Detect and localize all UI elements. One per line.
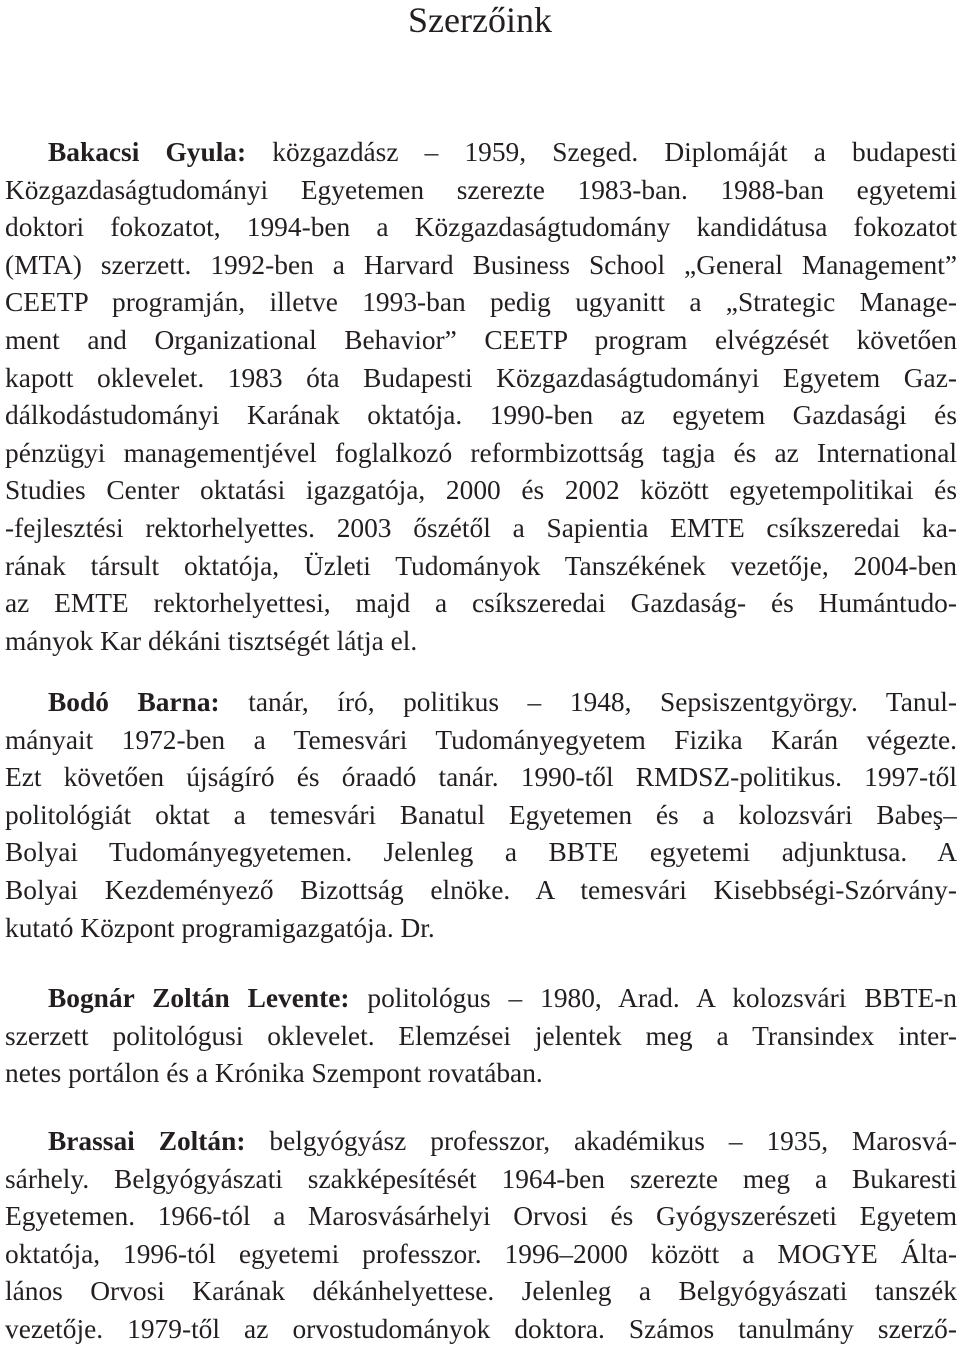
bio-text: belgyógyász professzor, akadémikus – 1935, Marosvá-	[245, 1126, 957, 1156]
bio-line: Bolyai Tudományegyetemen. Jelenleg a BBTE egyetemi adjunktusa. A	[5, 837, 957, 868]
bio-line: sárhely. Belgyógyászati szakképesítését 1964-ben szerezte meg a Bukaresti	[5, 1163, 957, 1194]
bio-line: az EMTE rektorhelyettesi, majd a csíkszeredai Gazdaság- és Humántudo-	[5, 588, 957, 619]
bio-text: közgazdász – 1959, Szeged. Diplomáját a budapesti	[246, 137, 957, 167]
bio-line: ment and Organizational Behavior” CEETP program elvégzését követően	[5, 324, 957, 355]
author-bio-brassai	[5, 1123, 957, 1349]
bio-line	[5, 980, 957, 1018]
bio-line: Egyetemen. 1966-tól a Marosvásárhelyi Orvosi és Gyógyszerészeti Egyetem	[5, 1201, 957, 1232]
bio-line: kapott oklevelet. 1983 óta Budapesti Közgazdaságtudományi Egyetem Gaz-	[5, 362, 957, 393]
bio-line: dálkodástudományi Karának oktatója. 1990-ben az egyetem Gazdasági és	[5, 400, 957, 431]
bio-line: Közgazdaságtudományi Egyetemen szerezte 1983-ban. 1988-ban egyetemi	[5, 174, 957, 205]
bio-line: oktatója, 1996-tól egyetemi professzor. 1996–2000 között a MOGYE Álta-	[5, 1238, 957, 1269]
bio-text: tanár, író, politikus – 1948, Sepsiszentgyörgy. Tanul-	[219, 687, 957, 717]
author-bio-bognar	[5, 980, 957, 1093]
bio-line: CEETP programján, illetve 1993-ban pedig ugyanitt a „Strategic Manage-	[5, 287, 957, 318]
bio-line: Bolyai Kezdeményező Bizottság elnöke. A temesvári Kisebbségi-Szórvány-	[5, 874, 957, 905]
bio-line: vezetője. 1979-től az orvostudományok doktora. Számos tanulmány szerző-	[5, 1313, 957, 1344]
page-title: Szerzőink	[408, 0, 552, 40]
author-bio-bodo	[5, 684, 957, 947]
bio-line: mányait 1972-ben a Temesvári Tudományegyetem Fizika Karán végezte.	[5, 724, 957, 755]
bio-line	[5, 684, 957, 722]
bio-line: szerzett politológusi oklevelet. Elemzései jelentek meg a Transindex inter-	[5, 1020, 957, 1051]
bio-line: lános Orvosi Karának dékánhelyettese. Jelenleg a Belgyógyászati tanszék	[5, 1276, 957, 1307]
author-name: Bognár Zoltán Levente:	[48, 983, 350, 1013]
bio-line	[5, 134, 957, 172]
bio-line: netes portálon és a Krónika Szempont rovatában.	[5, 1058, 543, 1089]
bio-line: pénzügyi managementjével foglalkozó reformbizottság tagja és az International	[5, 437, 957, 468]
author-bio-bakacsi	[5, 134, 957, 660]
bio-line: kutató Központ programigazgatója. Dr.	[5, 912, 435, 943]
bio-line: -fejlesztési rektorhelyettes. 2003 őszétől a Sapientia EMTE csíkszeredai ka-	[5, 512, 957, 543]
bio-line: rának társult oktatója, Üzleti Tudományok Tanszékének vezetője, 2004-ben	[5, 550, 957, 581]
bio-line: mányok Kar dékáni tisztségét látja el.	[5, 625, 418, 656]
bio-line: Studies Center oktatási igazgatója, 2000 és 2002 között egyetempolitikai és	[5, 475, 957, 506]
author-name: Bakacsi Gyula:	[48, 137, 247, 167]
bio-text: politológus – 1980, Arad. A kolozsvári BBTE-n	[349, 983, 957, 1013]
author-name: Brassai Zoltán:	[48, 1126, 246, 1156]
bio-line	[5, 1123, 957, 1161]
bio-line: Ezt követően újságíró és óraadó tanár. 1990-től RMDSZ-politikus. 1997-től	[5, 762, 957, 793]
author-name: Bodó Barna:	[48, 687, 220, 717]
bio-line: (MTA) szerzett. 1992-ben a Harvard Business School „General Management”	[5, 249, 957, 280]
bio-line: doktori fokozatot, 1994-ben a Közgazdaságtudomány kandidátusa fokozatot	[5, 212, 957, 243]
bio-line: politológiát oktat a temesvári Banatul Egyetemen és a kolozsvári Babeş–	[5, 799, 957, 830]
